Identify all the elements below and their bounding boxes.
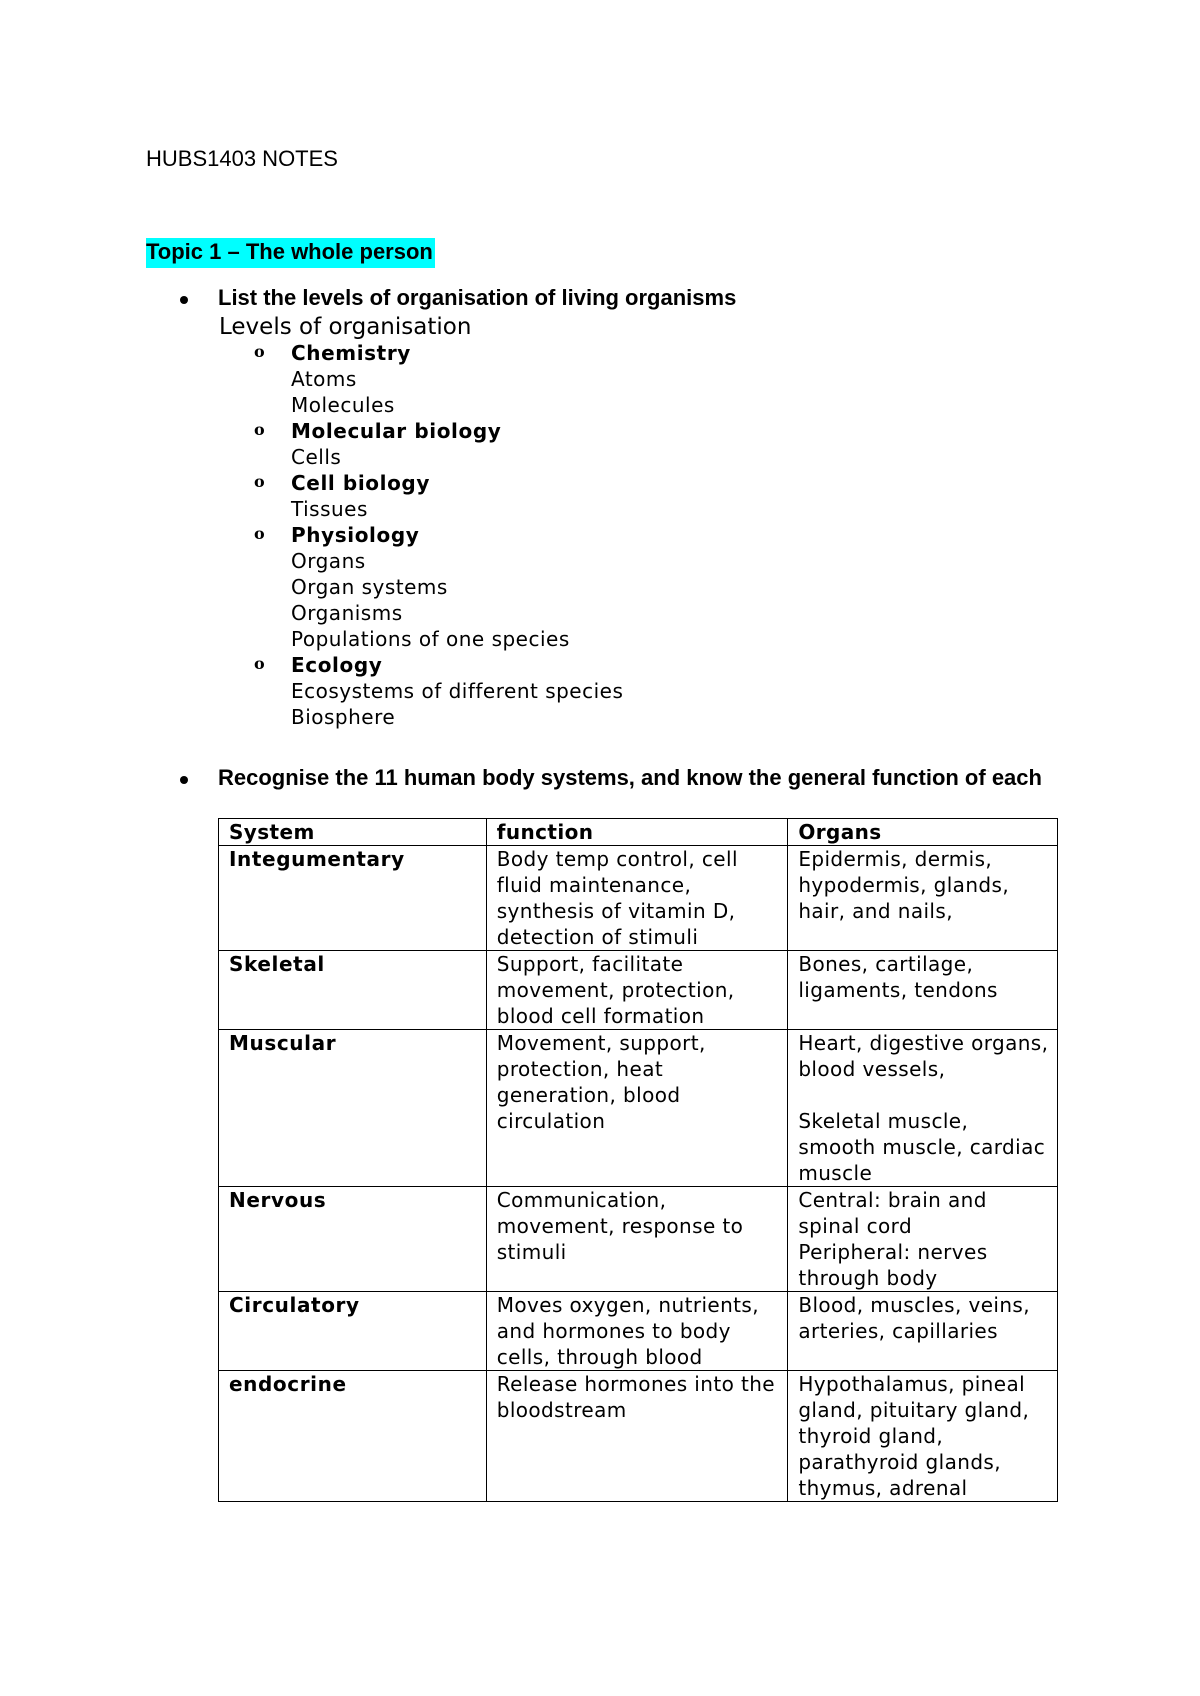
function-cell: Communication, movement, response to stimuli [486,1187,788,1292]
system-cell: Nervous [219,1187,487,1292]
body-systems-table [218,818,1058,1502]
function-cell: Support, facilitate movement, protection, blood cell formation [486,951,788,1030]
system-cell: Skeletal [219,951,487,1030]
table-row [219,1030,1058,1187]
page-title: HUBS1403 NOTES [146,146,338,171]
table-row [219,1187,1058,1292]
organs-text-extra: Skeletal muscle, smooth muscle, cardiac muscle [798,1109,1046,1185]
level-physiology [254,522,623,652]
level-item: Tissues [291,497,368,521]
organs-cell: Epidermis, dermis, hypodermis, glands, hair, and nails, [788,846,1058,951]
circle-bullet-icon: o [254,524,265,543]
organs-text: Heart, digestive organs, blood vessels, [798,1031,1049,1081]
circle-bullet-icon: o [254,654,265,673]
level-name: Ecology [291,653,383,677]
level-chemistry [254,340,623,418]
bullet-dot-icon [180,296,188,304]
function-cell: Movement, support, protection, heat generation, blood circulation [486,1030,788,1187]
organs-cell: Bones, cartilage, ligaments, tendons [788,951,1058,1030]
level-name: Physiology [291,523,420,547]
bullet-levels-text: List the levels of organisation of living organisms [218,285,737,310]
table-row [219,846,1058,951]
organs-text-extra: Peripheral: nerves through body [798,1240,988,1290]
table-row [219,1292,1058,1371]
system-cell: Integumentary [219,846,487,951]
function-cell: Moves oxygen, nutrients, and hormones to body cells, through blood [486,1292,788,1371]
level-item: Organisms [291,601,403,625]
organs-cell: Blood, muscles, veins, arteries, capillaries [788,1292,1058,1371]
level-item: Populations of one species [291,627,570,651]
bullet-dot-icon [180,776,188,784]
level-item: Atoms [291,367,357,391]
circle-bullet-icon: o [254,472,265,491]
table-row [219,1371,1058,1502]
system-cell: Muscular [219,1030,487,1187]
level-item: Cells [291,445,342,469]
level-item: Molecules [291,393,395,417]
level-name: Cell biology [291,471,430,495]
header-function: function [486,819,788,846]
level-name: Molecular biology [291,419,502,443]
level-molecular-biology [254,418,623,470]
circle-bullet-icon: o [254,342,265,361]
level-cell-biology [254,470,623,522]
table-row [219,951,1058,1030]
levels-subheading: Levels of organisation [219,314,472,340]
blank-line [798,1082,1049,1108]
table-header-row [219,819,1058,846]
level-item: Ecosystems of different species [291,679,624,703]
system-cell: Circulatory [219,1292,487,1371]
level-item: Organs [291,549,366,573]
function-cell: Body temp control, cell fluid maintenance, synthesis of vitamin D, detection of stimuli [486,846,788,951]
level-item: Biosphere [291,705,396,729]
topic-heading: Topic 1 – The whole person [146,238,435,268]
bullet-body-systems-text: Recognise the 11 human body systems, and know the general function of each [218,765,1042,790]
organs-cell [788,1030,1058,1187]
circle-bullet-icon: o [254,420,265,439]
organs-cell [788,1187,1058,1292]
levels-list [254,340,623,730]
header-organs: Organs [788,819,1058,846]
level-item: Organ systems [291,575,448,599]
header-system: System [219,819,487,846]
level-name: Chemistry [291,341,411,365]
system-cell: endocrine [219,1371,487,1502]
organs-cell: Hypothalamus, pineal gland, pituitary gland, thyroid gland, parathyroid glands, thymus, adrenal [788,1371,1058,1502]
organs-text: Central: brain and spinal cord [798,1188,987,1238]
function-cell: Release hormones into the bloodstream [486,1371,788,1502]
level-ecology [254,652,623,730]
